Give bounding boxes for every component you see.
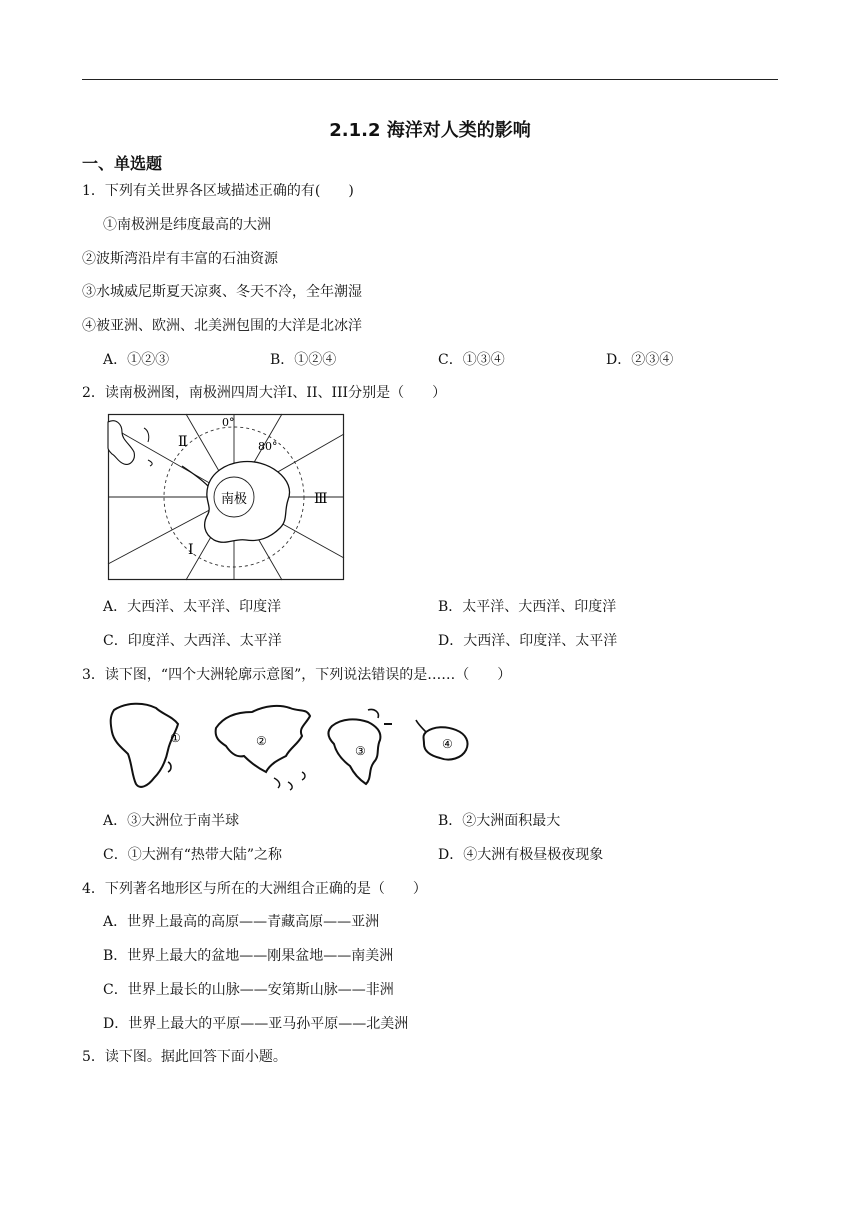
label-ocean-III: Ⅲ: [314, 491, 328, 507]
madagascar-outline: [168, 762, 171, 772]
header-rule: [82, 79, 778, 80]
label-continent-3: ③: [355, 744, 366, 758]
island-outline: [288, 782, 292, 790]
antarctica-map: [108, 414, 344, 580]
q2-option-d[interactable]: D．大西洋、印度洋、太平洋: [438, 633, 618, 649]
q3-option-b[interactable]: B．②大洲面积最大: [438, 813, 561, 829]
label-0-deg: 0°: [222, 416, 235, 429]
q1-option-a[interactable]: A．①②③: [103, 352, 170, 368]
question-2-stem: 2．读南极洲图，南极洲四周大洋I、II、III分别是（ ）: [82, 385, 447, 401]
greenland-outline: [368, 709, 378, 718]
island-outline: [302, 772, 305, 780]
q1-statement-4: ④被亚洲、欧洲、北美洲包围的大洋是北冰洋: [82, 318, 362, 334]
label-south-pole: 南极: [221, 492, 248, 507]
label-continent-2: ②: [256, 734, 267, 748]
continents-outline-map: [106, 698, 476, 804]
q3-option-c[interactable]: C．①大洲有“热带大陆”之称: [103, 847, 283, 863]
question-4-stem: 4．下列著名地形区与所在的大洲组合正确的是（ ）: [82, 881, 427, 897]
label-80-deg: 80°: [258, 440, 278, 453]
q4-option-c[interactable]: C．世界上最长的山脉——安第斯山脉——非洲: [103, 982, 394, 998]
q1-option-b[interactable]: B．①②④: [270, 352, 337, 368]
label-continent-4: ④: [442, 737, 453, 751]
q1-statement-1: ①南极洲是纬度最高的大洲: [103, 217, 271, 233]
q4-option-b[interactable]: B．世界上最大的盆地——刚果盆地——南美洲: [103, 948, 394, 964]
section-heading: 一、单选题: [82, 154, 163, 173]
q4-option-d[interactable]: D．世界上最大的平原——亚马孙平原——北美洲: [103, 1016, 409, 1032]
q4-option-a[interactable]: A．世界上最高的高原——青藏高原——亚洲: [103, 914, 380, 930]
label-ocean-I: Ⅰ: [188, 542, 194, 558]
q1-option-d[interactable]: D．②③④: [606, 352, 674, 368]
label-continent-1: ①: [170, 731, 181, 745]
page-title: 2.1.2 海洋对人类的影响: [329, 120, 531, 141]
question-5-stem: 5．读下图。据此回答下面小题。: [82, 1049, 287, 1065]
island-outline: [274, 778, 280, 788]
q1-option-c[interactable]: C．①③④: [438, 352, 505, 368]
q2-option-c[interactable]: C．印度洋、大西洋、太平洋: [103, 633, 282, 649]
q1-statement-3: ③水城威尼斯夏天凉爽、冬天不冷，全年潮湿: [82, 284, 362, 300]
q1-statement-2: ②波斯湾沿岸有丰富的石油资源: [82, 251, 278, 267]
peninsula-outline: [416, 720, 426, 732]
question-1-stem: 1．下列有关世界各区域描述正确的有( ): [82, 183, 354, 199]
q2-option-a[interactable]: A．大西洋、太平洋、印度洋: [103, 599, 282, 615]
africa-outline: [111, 704, 178, 787]
q3-option-a[interactable]: A．③大洲位于南半球: [103, 813, 240, 829]
q2-option-b[interactable]: B．太平洋、大西洋、印度洋: [438, 599, 617, 615]
q3-option-d[interactable]: D．④大洲有极昼极夜现象: [438, 847, 604, 863]
label-ocean-II: Ⅱ: [178, 434, 188, 450]
question-3-stem: 3．读下图，“四个大洲轮廓示意图”，下列说法错误的是……（ ）: [82, 667, 512, 683]
